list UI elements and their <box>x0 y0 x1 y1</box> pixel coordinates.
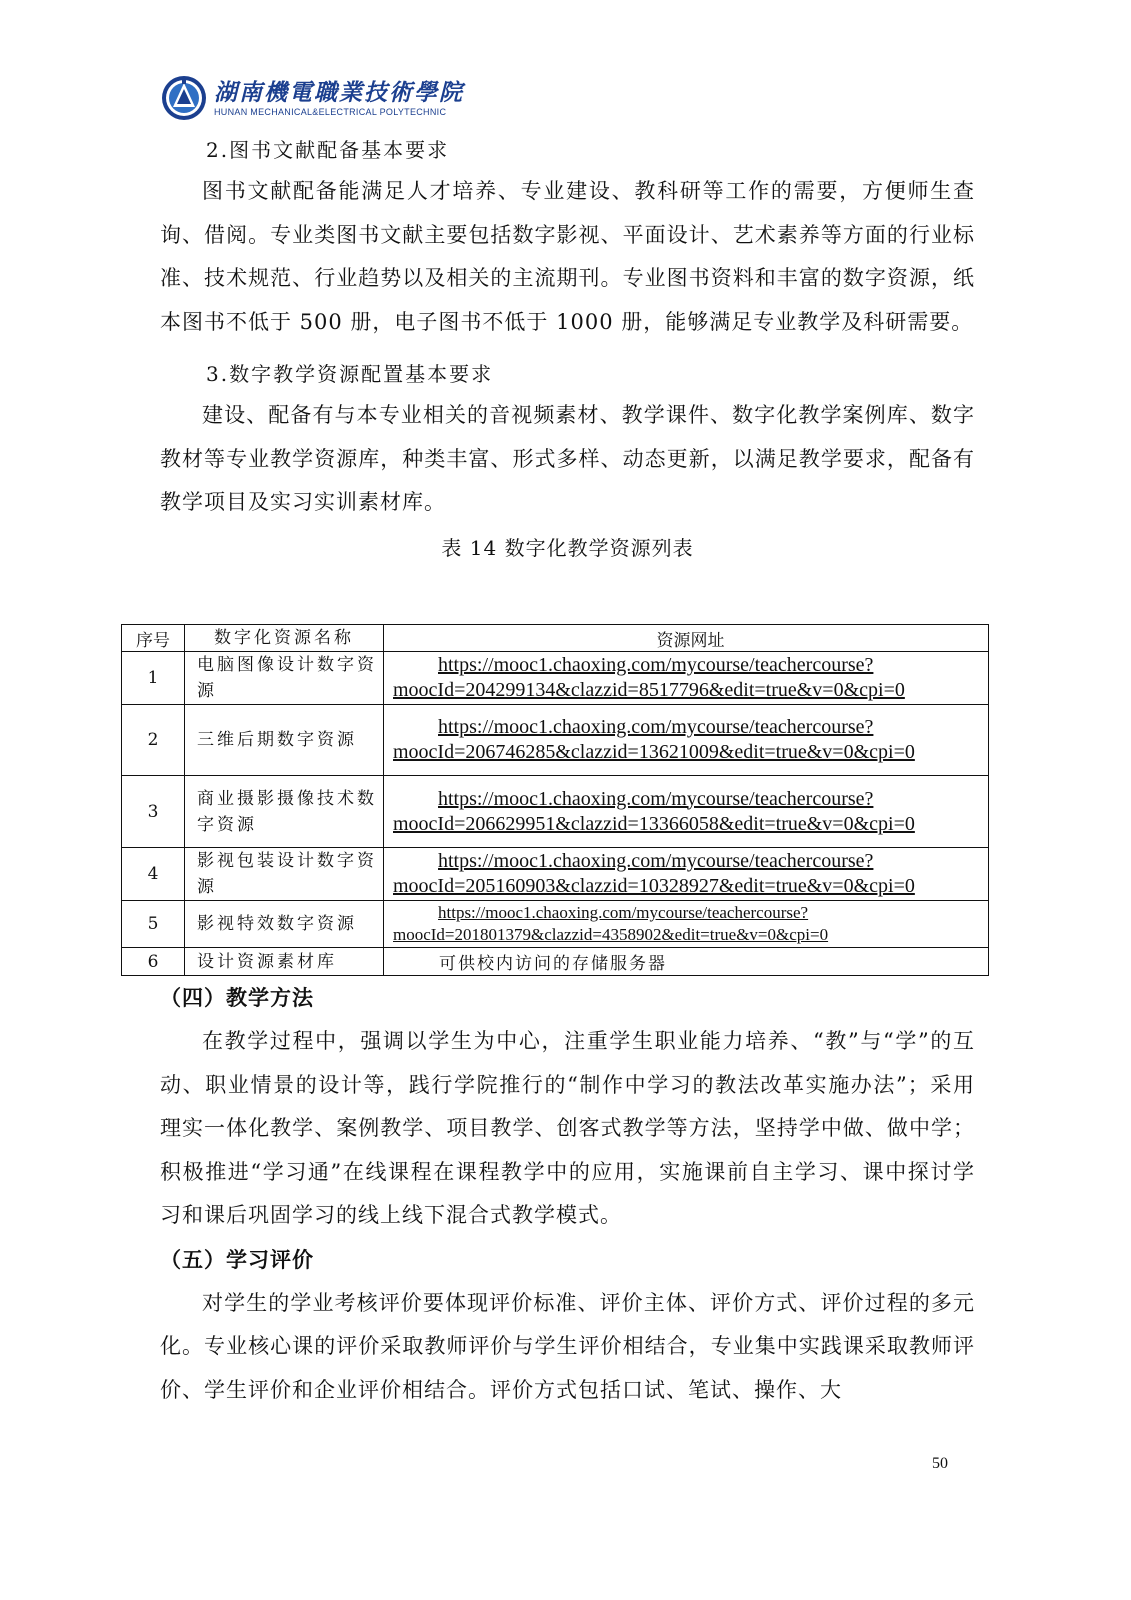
table-row <box>122 948 989 976</box>
paragraph-digital-resources: 建设、配备有与本专业相关的音视频素材、教学课件、数字化教学案例库、数字教材等专业教学资源库，种类丰富、形式多样、动态更新，以满足教学要求，配备有教学项目及实习实训素材库。 <box>160 403 975 514</box>
resource-link[interactable]: https://mooc1.chaoxing.com/mycourse/teachercourse? moocId=206629951&clazzid=13366058&edit=true&v=0&cpi=0 <box>393 787 915 835</box>
page-body <box>160 130 975 571</box>
school-name-en: HUNAN MECHANICAL&ELECTRICAL POLYTECHNIC <box>214 106 447 117</box>
table-caption: 表 14 数字化教学资源列表 <box>441 535 694 560</box>
paragraph-learning-evaluation: 对学生的学业考核评价要体现评价标准、评价主体、评价方式、评价过程的多元化。专业核心课的评价采取教师评价与学生评价相结合，专业集中实践课采取教师评价、学生评价和企业评价相结合。评价方式包括口试、笔试、操作、大 <box>160 1290 975 1402</box>
row-url-cell <box>384 776 989 848</box>
resource-link[interactable]: https://mooc1.chaoxing.com/mycourse/teachercourse? moocId=204299134&clazzid=8517796&edit=true&v=0&cpi=0 <box>393 654 905 701</box>
digital-resources-table <box>121 624 989 976</box>
storage-server-note: 可供校内访问的存储服务器 <box>439 954 667 974</box>
heading-digital-resources: 3.数字教学资源配置基本要求 <box>206 362 494 386</box>
row-index: 2 <box>122 705 185 776</box>
row-index: 5 <box>122 901 185 948</box>
row-index: 3 <box>122 776 185 848</box>
page-header <box>160 70 464 126</box>
paragraph-teaching-methods: 在教学过程中，强调以学生为中心，注重学生职业能力培养、“教”与“学”的互动、职业情景的设计等，践行学院推行的“制作中学习的教法改革实施办法”；采用理实一体化教学、案例教学、项目教学、创客式教学等方法，坚持学中做、做中学；积极推进“学习通”在线课程在课程教学中的应用，实施课前自主学习、课中探讨学习和课后巩固学习的线上线下混合式教学模式。 <box>160 1029 975 1227</box>
row-index: 4 <box>122 848 185 901</box>
row-resource-name: 设计资源素材库 <box>185 948 384 976</box>
page-number: 50 <box>932 1455 948 1472</box>
row-url-cell <box>384 901 989 948</box>
heading-books: 2.图书文献配备基本要求 <box>206 138 450 162</box>
row-url-cell <box>384 652 989 705</box>
table-row <box>122 776 989 848</box>
resource-link[interactable]: https://mooc1.chaoxing.com/mycourse/teachercourse? moocId=201801379&clazzid=4358902&edit=true&v=0&cpi=0 <box>393 903 829 944</box>
school-name-cn: 湖南機電職業技術學院 <box>214 78 464 106</box>
row-index: 1 <box>122 652 185 705</box>
row-url-cell <box>384 848 989 901</box>
heading-learning-evaluation: （五）学习评价 <box>160 1247 314 1272</box>
resource-link[interactable]: https://mooc1.chaoxing.com/mycourse/teachercourse? moocId=205160903&clazzid=10328927&edit=true&v=0&cpi=0 <box>393 850 915 897</box>
table-row <box>122 901 989 948</box>
row-resource-name: 三维后期数字资源 <box>185 705 384 776</box>
table-row <box>122 652 989 705</box>
school-seal-icon <box>160 74 208 122</box>
heading-teaching-methods: （四）教学方法 <box>160 986 314 1010</box>
row-resource-name: 商业摄影摄像技术数字资源 <box>185 776 384 848</box>
header-name: 数字化资源名称 <box>185 625 384 652</box>
table-row <box>122 705 989 776</box>
table-header-row <box>122 625 989 652</box>
header-url: 资源网址 <box>384 625 989 652</box>
row-resource-name: 影视特效数字资源 <box>185 901 384 948</box>
row-url-cell <box>384 705 989 776</box>
resource-link[interactable]: https://mooc1.chaoxing.com/mycourse/teachercourse? moocId=206746285&clazzid=13621009&edit=true&v=0&cpi=0 <box>393 716 915 763</box>
page-body-lower <box>160 976 975 1412</box>
row-url-cell <box>384 948 989 976</box>
header-index: 序号 <box>122 625 185 652</box>
row-resource-name: 影视包装设计数字资源 <box>185 848 384 901</box>
table-row <box>122 848 989 901</box>
paragraph-books: 图书文献配备能满足人才培养、专业建设、教科研等工作的需要，方便师生查询、借阅。专业类图书文献主要包括数字影视、平面设计、艺术素养等方面的行业标准、技术规范、行业趋势以及相关的主流期刊。专业图书资料和丰富的数字资源，纸本图书不低于 500 册，电子图书不低于 1000 册，能够满足专业教学及科研需要。 <box>160 179 975 334</box>
row-resource-name: 电脑图像设计数字资源 <box>185 652 384 705</box>
row-index: 6 <box>122 948 185 976</box>
